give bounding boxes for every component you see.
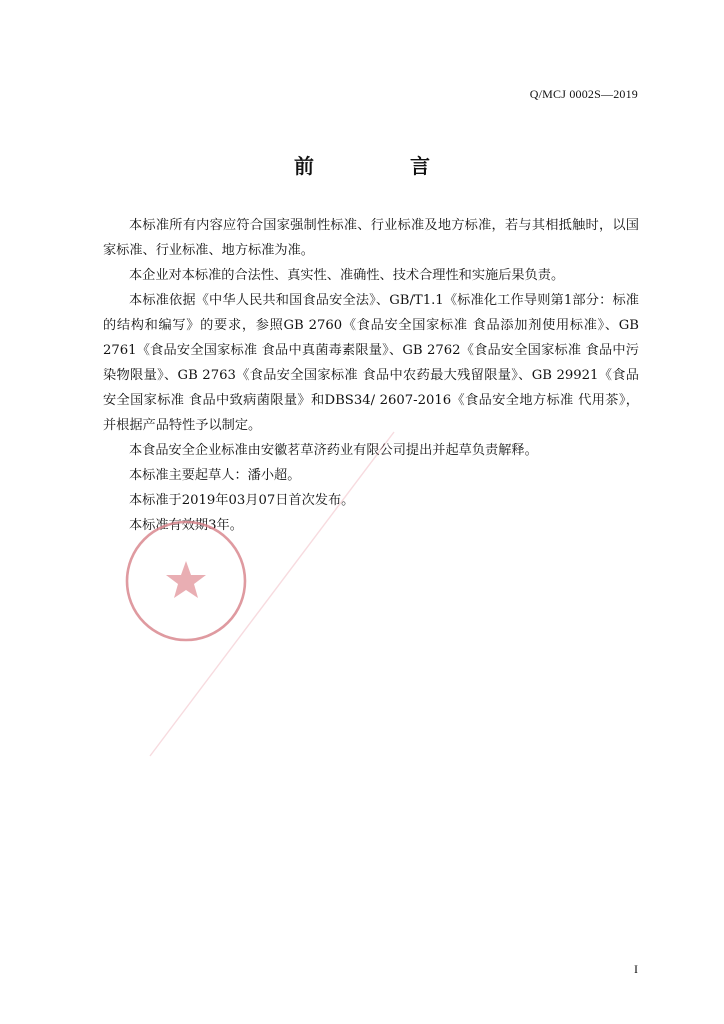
paragraph: 本标准依据《中华人民共和国食品安全法》、GB/T1.1《标准化工作导则第1部分：标准的结构和编写》的要求，参照GB 2760《食品安全国家标准 食品添加剂使用标准》、GB 2761《食品安全国家标准 食品中真菌毒素限量》、GB 2762《食品安全国家标准 食品中污染物限量》、GB 2763《食品安全国家标准 食品中农药最大残留限量》、GB 29921《食品安全国家标准 食品中致病菌限量》和DBS34/ 2607-2016《食品安全地方标准 代用茶》，并根据产品特性予以制定。 (103, 293, 639, 433)
paragraph: 本标准于2019年03月07日首次发布。 (129, 493, 355, 508)
company-seal-stamp (124, 519, 248, 643)
paragraph: 本标准主要起草人：潘小超。 (129, 468, 301, 483)
paragraph: 本食品安全企业标准由安徽茗草济药业有限公司提出并起草负责解释。 (129, 443, 538, 458)
standard-code: Q/MCJ 0002S—2019 (529, 87, 638, 101)
page-title: 前 言 (294, 154, 468, 178)
page-number: I (634, 962, 638, 976)
paragraph: 本标准有效期3年。 (129, 518, 243, 533)
foreword-body (103, 213, 639, 538)
paragraph: 本标准所有内容应符合国家强制性标准、行业标准及地方标准，若与其相抵触时，以国家标准、行业标准、地方标准为准。 (103, 218, 639, 258)
paragraph: 本企业对本标准的合法性、真实性、准确性、技术合理性和实施后果负责。 (129, 268, 565, 283)
